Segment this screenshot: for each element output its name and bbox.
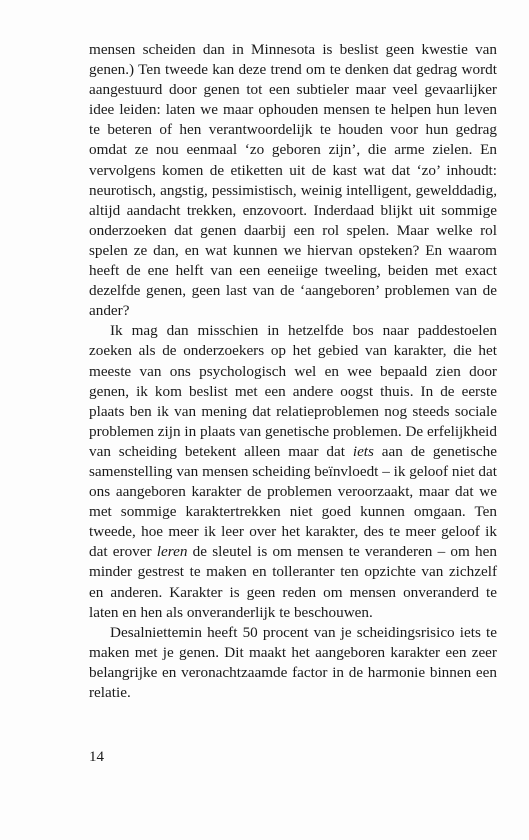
paragraph-3-text: Desalniettemin heeft 50 procent van je scheidingsrisico iets te maken met je genen. Dit maakt het aangeboren karakter een zeer belangrijke en veronachtzaamde factor in de harmonie binnen een relatie. [89, 623, 497, 701]
body-text [89, 40, 497, 703]
emphasis-leren: leren [156, 543, 188, 561]
paragraph-2-text-a: Ik mag dan misschien in hetzelfde bos naar paddestoelen zoeken als de onderzoekers op het gebied van karakter, die het meeste van ons psychologisch wel en wee bepaald zien door genen, ik kom beslist met een andere oogst thuis. In de eerste plaats ben ik van mening dat relatieproblemen nog steeds sociale problemen zijn in plaats van genetische problemen. De erfelijkheid van scheiding betekent alleen maar dat [89, 322, 497, 460]
page-number: 14 [89, 749, 104, 765]
paragraph-2-text-c: de sleutel is om mensen te veranderen – om hen minder gestrest te maken en tolleranter ten opzichte van zichzelf en anderen. Karakter is geen reden om mensen onveranderd te laten en hen als onveranderlijk te beschouwen. [89, 543, 497, 621]
paragraph-2-text-b: aan de genetische samenstelling van mensen scheiding beïnvloedt – ik geloof niet dat ons aangeboren karakter de problemen veroorzaakt, maar dat we met sommige karaktertrekken niet goed kunnen omgaan. Ten tweede, hoe meer ik leer over het karakter, des te meer geloof ik dat erover [89, 442, 497, 561]
paragraph-1-text: mensen scheiden dan in Minnesota is beslist geen kwestie van genen.) Ten tweede kan deze trend om te denken dat gedrag wordt aangestuurd door genen tot een subtieler maar veel gevaarlijker idee leiden: laten we maar ophouden mensen te helpen hun leven te beteren of hen verantwoordelijk te houden voor hun gedrag omdat ze nou eenmaal ‘zo geboren zijn’, die arme zielen. En vervolgens komen de etiketten uit de kast wat dat ‘zo’ inhoudt: neurotisch, angstig, pessimistisch, weinig intelligent, gewelddadig, altijd aandacht trekken, enzovoort. Inderdaad blijkt uit sommige onderzoeken dat genen daarbij een rol spelen. Maar welke rol spelen ze dan, en wat kunnen we hiervan opsteken? En waarom heeft de ene helft van een eeneiige tweeling, beiden met exact dezelfde genen, geen last van de ‘aangeboren’ problemen van de ander? [89, 41, 497, 320]
paragraph-2 [89, 321, 497, 622]
paragraph-3 [89, 623, 497, 703]
paragraph-1 [89, 40, 497, 321]
emphasis-iets: iets [352, 442, 374, 460]
